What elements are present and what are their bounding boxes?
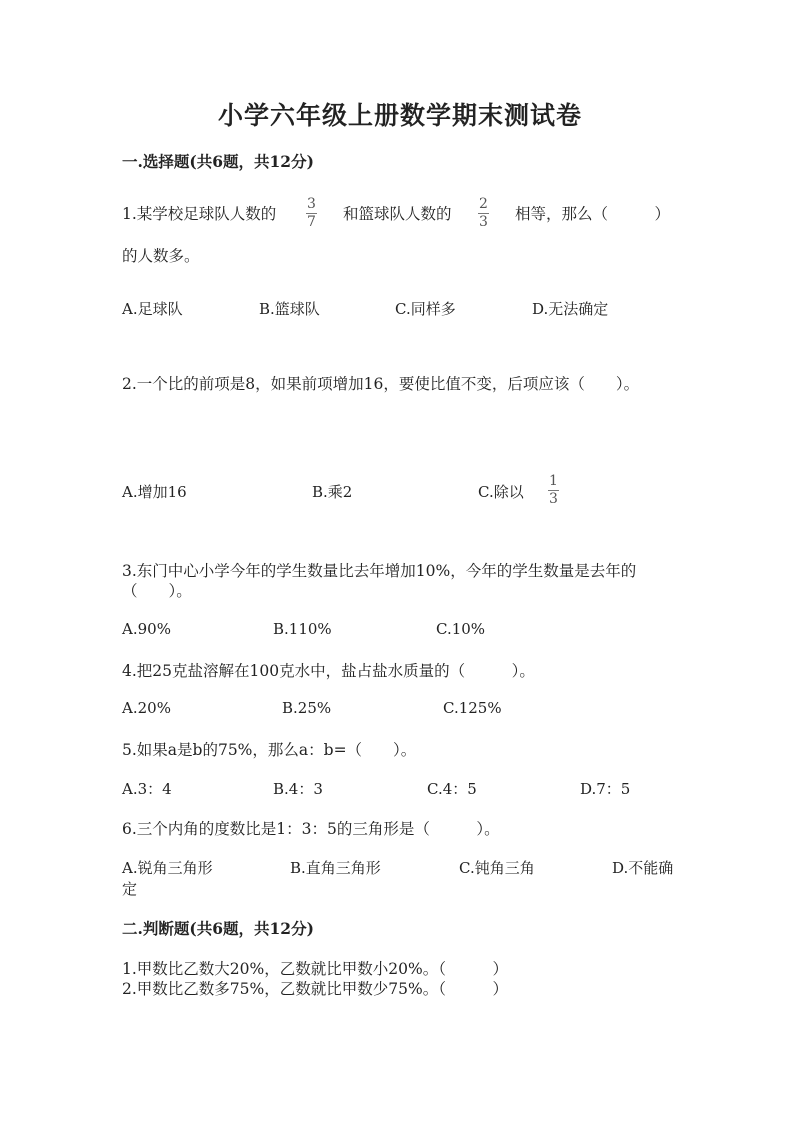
option-c[interactable]: C.10% — [436, 620, 486, 638]
judgement-item-1: 1.甲数比乙数大20%，乙数就比甲数小20%。（ ） — [122, 960, 508, 978]
option-a[interactable]: A.增加16 — [122, 483, 187, 501]
fraction-numerator: 3 — [307, 196, 316, 212]
fraction-denominator: 3 — [479, 213, 488, 230]
option-b[interactable]: B.110% — [273, 620, 332, 638]
option-c[interactable]: C.125% — [443, 699, 502, 717]
option-b[interactable]: B.篮球队 — [259, 300, 320, 318]
fraction-denominator: 3 — [549, 490, 558, 507]
question-6-text: 6.三个内角的度数比是1：3：5的三角形是（ ）。 — [122, 820, 500, 838]
option-a[interactable]: A.足球队 — [122, 300, 183, 318]
page-title: 小学六年级上册数学期末测试卷 — [217, 101, 582, 130]
option-b[interactable]: B.直角三角形 — [290, 859, 381, 877]
fraction-numerator: 1 — [549, 473, 558, 489]
fraction-numerator: 2 — [479, 196, 488, 212]
option-c[interactable]: C.同样多 — [395, 300, 456, 318]
option-d[interactable]: D.7：5 — [580, 780, 631, 798]
option-a[interactable]: A.90% — [122, 620, 171, 638]
question-1-prefix: 1.某学校足球队人数的 — [122, 205, 277, 223]
fraction-3-7 — [306, 197, 317, 229]
judgement-item-2: 2.甲数比乙数多75%，乙数就比甲数少75%。（ ） — [122, 980, 508, 998]
option-d[interactable]: D.不能确 — [612, 859, 674, 877]
question-3-line1: 3.东门中心小学今年的学生数量比去年增加10%，今年的学生数量是去年的 — [122, 562, 637, 580]
question-4-text: 4.把25克盐溶解在100克水中，盐占盐水质量的（ ）。 — [122, 662, 535, 680]
question-2-text: 2.一个比的前项是8，如果前项增加16，要使比值不变，后项应该（ ）。 — [122, 375, 640, 393]
option-a[interactable]: A.20% — [122, 699, 171, 717]
fraction-2-3 — [478, 197, 489, 229]
fraction-denominator: 7 — [307, 213, 316, 230]
fraction-1-3 — [548, 474, 559, 506]
option-c[interactable]: C.钝角三角 — [459, 859, 535, 877]
option-a[interactable]: A.3：4 — [122, 780, 172, 798]
question-1-line2: 的人数多。 — [122, 247, 200, 265]
option-c[interactable]: C.除以 — [478, 483, 524, 501]
section-heading-judgement: 二.判断题(共6题，共12分) — [122, 919, 314, 938]
question-5-text: 5.如果a是b的75%，那么a：b=（ ）。 — [122, 741, 417, 759]
option-d-wrap: 定 — [122, 880, 138, 898]
option-b[interactable]: B.乘2 — [312, 483, 353, 501]
option-b[interactable]: B.25% — [282, 699, 332, 717]
option-d[interactable]: D.无法确定 — [532, 300, 609, 318]
question-1-suffix: 相等，那么（ ） — [515, 205, 671, 223]
question-1-middle: 和篮球队人数的 — [343, 205, 452, 223]
section-heading-choice: 一.选择题(共6题，共12分) — [122, 152, 314, 171]
option-b[interactable]: B.4：3 — [273, 780, 323, 798]
option-a[interactable]: A.锐角三角形 — [122, 859, 213, 877]
option-c[interactable]: C.4：5 — [427, 780, 477, 798]
question-3-line2: （ ）。 — [122, 582, 192, 600]
